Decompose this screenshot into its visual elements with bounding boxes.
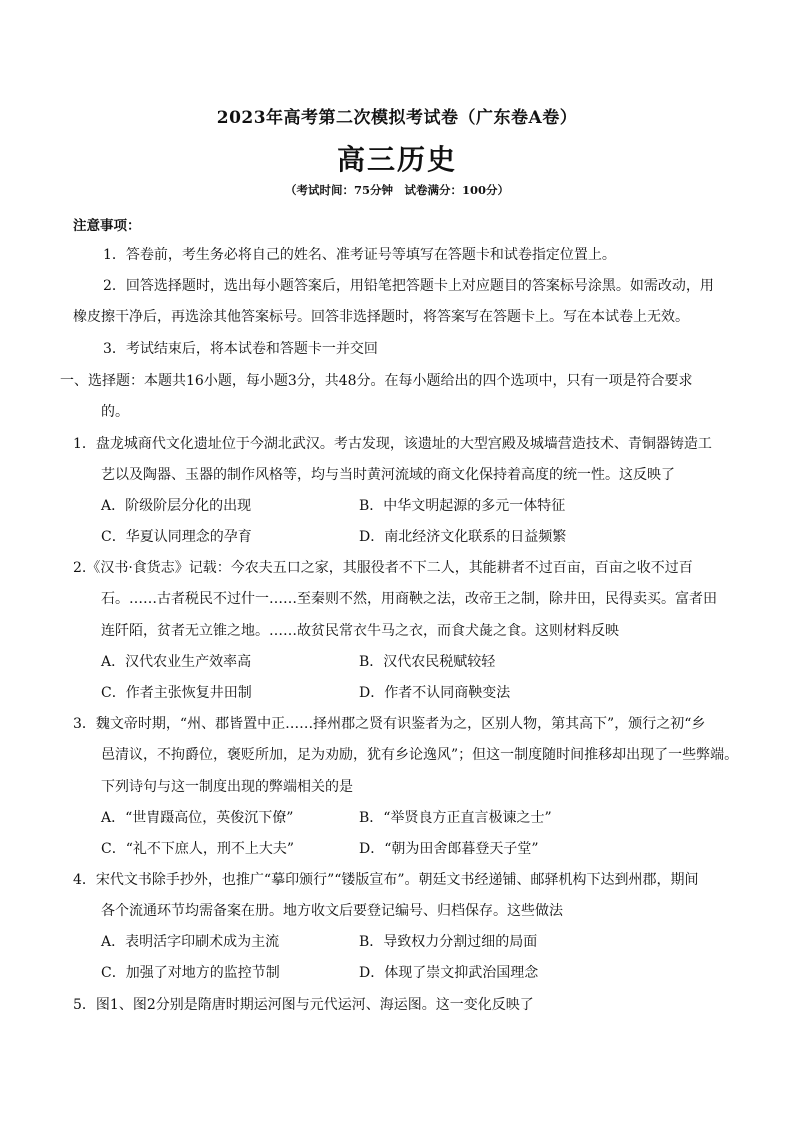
question-4-option-b: B．导致权力分割过细的局面 <box>359 934 538 950</box>
notice-item-2-line-2: 橡皮擦干净后，再选涂其他答案标号。回答非选择题时，将答案写在答题卡上。写在本试卷上无效。 <box>73 309 689 325</box>
question-2-option-b: B．汉代农民税赋较轻 <box>359 654 496 670</box>
notice-item-3: 3．考试结束后，将本试卷和答题卡一并交回 <box>103 341 378 357</box>
question-3-option-c: C．“礼不下庶人，刑不上大夫” <box>101 841 295 857</box>
question-5-line-1: 5．图1、图2分别是隋唐时期运河图与元代运河、海运图。这一变化反映了 <box>73 997 534 1013</box>
question-2-line-1: 2.《汉书·食货志》记载：今农夫五口之家，其服役者不下二人，其能耕者不过百亩，百亩之收不过百 <box>73 560 693 576</box>
exam-time-info: （考试时间：75分钟 试卷满分：100分） <box>284 183 509 197</box>
question-3-option-b: B．“举贤良方正直言极谏之士” <box>359 810 552 826</box>
question-4-option-a: A．表明活字印刷术成为主流 <box>101 934 280 950</box>
question-1-line-2: 艺以及陶器、玉器的制作风格等，均与当时黄河流域的商文化保持着高度的统一性。这反映了 <box>101 467 675 483</box>
exam-title: 2023年高考第二次模拟考试卷（广东卷A卷） <box>216 108 578 128</box>
notice-heading: 注意事项： <box>73 218 141 234</box>
question-3-line-2: 邑清议，不拘爵位，褒贬所加，足为劝励，犹有乡论逸风”；但这一制度随时间推移却出现了一些弊端。 <box>101 747 739 763</box>
question-3-option-a: A．“世胄蹑高位，英俊沉下僚” <box>101 810 294 826</box>
question-1-line-1: 1．盘龙城商代文化遗址位于今湖北武汉。考古发现，该遗址的大型宫殿及城墙营造技术、青铜器铸造工 <box>73 436 712 452</box>
question-1-option-d: D．南北经济文化联系的日益频繁 <box>359 529 567 545</box>
section-1-intro-line-1: 一、选择题：本题共16小题，每小题3分，共48分。在每小题给出的四个选项中，只有一项是符合要求 <box>60 373 693 389</box>
question-2-option-d: D．作者不认同商鞅变法 <box>359 685 511 701</box>
question-3-line-3: 下列诗句与这一制度出现的弊端相关的是 <box>101 779 353 795</box>
question-2-option-a: A．汉代农业生产效率高 <box>101 654 252 670</box>
question-2-line-2: 石。……古者税民不过什一……至秦则不然，用商鞅之法，改帝王之制，除井田，民得卖买。富者田 <box>101 591 717 607</box>
notice-item-1: 1．答卷前，考生务必将自己的姓名、准考证号等填写在答题卡和试卷指定位置上。 <box>103 247 616 263</box>
subject-title: 高三历史 <box>336 143 457 176</box>
question-1-option-c: C．华夏认同理念的孕育 <box>101 529 252 545</box>
notice-item-2-line-1: 2．回答选择题时，选出每小题答案后，用铅笔把答题卡上对应题目的答案标号涂黑。如需改动，用 <box>103 278 714 294</box>
question-4-line-1: 4．宋代文书除手抄外，也推广“摹印颁行”“镂版宣布”。朝廷文书经递铺、邮驿机构下达到州郡，期间 <box>73 872 699 888</box>
question-3-line-1: 3．魏文帝时期，“州、郡皆置中正……择州郡之贤有识鉴者为之，区别人物，第其高下”，颁行之初“乡 <box>73 716 706 732</box>
question-4-option-d: D．体现了崇文抑武治国理念 <box>359 965 539 981</box>
question-3-option-d: D．“朝为田舍郎暮登天子堂” <box>359 841 539 857</box>
question-2-option-c: C．作者主张恢复井田制 <box>101 685 252 701</box>
section-1-intro-line-2: 的。 <box>101 404 129 420</box>
question-4-line-2: 各个流通环节均需备案在册。地方收文后要登记编号、归档保存。这些做法 <box>101 903 563 919</box>
question-2-line-3: 连阡陌，贫者无立锥之地。……故贫民常衣牛马之衣，而食犬彘之食。这则材料反映 <box>101 623 619 639</box>
question-1-option-a: A．阶级阶层分化的出现 <box>101 498 252 514</box>
question-4-option-c: C．加强了对地方的监控节制 <box>101 965 280 981</box>
question-1-option-b: B．中华文明起源的多元一体特征 <box>359 498 566 514</box>
